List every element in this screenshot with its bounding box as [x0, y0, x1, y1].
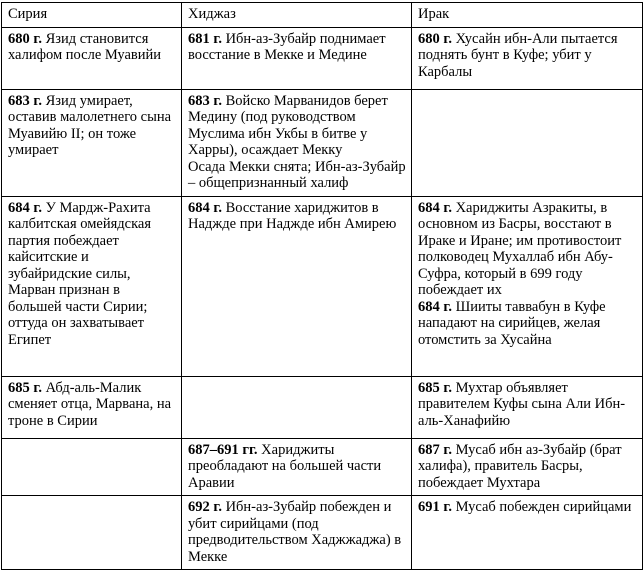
table-cell — [182, 89, 412, 196]
event-paragraph — [188, 499, 406, 565]
table-cell — [412, 27, 643, 89]
column-header: Ирак — [412, 3, 643, 28]
event-paragraph — [188, 200, 406, 233]
event-text: Мусаб ибн аз-Зубайр (брат халифа), правитель Басры, побеждает Мухтара — [418, 441, 622, 491]
event-paragraph — [188, 442, 406, 492]
event-paragraph — [418, 200, 637, 299]
event-text: Абд-аль-Малик сменяет отца, Марвана, на троне в Сирии — [8, 379, 172, 429]
event-paragraph — [418, 442, 637, 492]
event-year: 683 г. — [188, 92, 222, 109]
event-paragraph — [418, 299, 637, 349]
table-cell — [182, 27, 412, 89]
table-cell — [412, 496, 643, 570]
table-cell — [2, 376, 182, 438]
table-cell — [2, 438, 182, 496]
event-text: Войско Марванидов берет Медину (под руководством Муслима ибн Укбы в битве у Харры), осаждает Мекку — [188, 92, 388, 158]
table-cell — [412, 196, 643, 376]
event-year: 685 г. — [8, 379, 42, 396]
event-paragraph — [418, 380, 637, 430]
table-body — [2, 27, 643, 570]
event-text: Ибн-аз-Зубайр побежден и убит сирийцами (под предводительством Хаджжаджа) в Мекке — [188, 499, 402, 565]
table-cell — [182, 438, 412, 496]
event-year: 681 г. — [188, 30, 222, 47]
table-row — [2, 196, 643, 376]
event-paragraph — [8, 31, 176, 64]
event-text: Ибн-аз-Зубайр поднимает восстание в Мекке и Медине — [188, 30, 386, 63]
event-year: 687 г. — [418, 441, 452, 458]
table-cell — [182, 496, 412, 570]
table-row — [2, 438, 643, 496]
event-year: 683 г. — [8, 92, 42, 109]
event-year: 692 г. — [188, 499, 222, 515]
event-paragraph — [418, 499, 637, 516]
event-paragraph — [8, 200, 176, 349]
column-header: Сирия — [2, 3, 182, 28]
table-cell — [412, 376, 643, 438]
table-row — [2, 89, 643, 196]
event-text: Язид умирает, оставив малолетнего сына Муавийю II; он тоже умирает — [8, 92, 172, 158]
event-paragraph — [188, 31, 406, 64]
event-year: 680 г. — [418, 30, 452, 47]
table-row — [2, 376, 643, 438]
table-row — [2, 27, 643, 89]
event-text: Хариджиты преобладают на большей части Аравии — [188, 441, 382, 491]
column-header: Хиджаз — [182, 3, 412, 28]
table-cell — [2, 89, 182, 196]
event-text: Шииты таввабун в Куфе нападают на сирийцев, желая отомстить за Хусайна — [418, 298, 606, 348]
table-row — [2, 496, 643, 570]
event-year: 680 г. — [8, 30, 42, 47]
event-text: Восстание хариджитов в Наджде при Наджде ибн Амирею — [188, 199, 397, 232]
event-paragraph — [8, 93, 176, 159]
event-text: Мухтар объявляет правителем Куфы сына Али Ибн-аль-Ханафийю — [418, 379, 626, 429]
event-text: Осада Мекки снята; Ибн-аз-Зубайр – общепризнанный халиф — [188, 158, 406, 191]
event-text: Мусаб побежден сирийцами — [455, 499, 632, 515]
event-year: 684 г. — [188, 199, 222, 216]
table-cell — [182, 196, 412, 376]
event-year: 684 г. — [418, 298, 452, 315]
event-text: У Мардж-Рахита калбитская омейядская партия побеждает кайситские и зубайридские силы, Марван признан в большей части Сирии; оттуда он захватывает Египет — [8, 199, 152, 348]
event-year: 685 г. — [418, 379, 452, 396]
table-cell — [412, 438, 643, 496]
event-paragraph — [8, 380, 176, 430]
event-paragraph — [418, 31, 637, 81]
event-year: 684 г. — [8, 199, 42, 216]
table-cell — [182, 376, 412, 438]
event-text: Хусайн ибн-Али пытается поднять бунт в Куфе; убит у Карбалы — [418, 30, 618, 80]
event-paragraph — [188, 93, 406, 159]
table-cell — [412, 89, 643, 196]
event-year: 691 г. — [418, 499, 452, 515]
table-cell — [2, 27, 182, 89]
event-text: Хариджиты Азракиты, в основном из Басры, восстают в Ираке и Иране; им противостоит полководец Мухаллаб ибн Абу-Суфра, который в 699 году побеждает их — [418, 199, 622, 298]
event-year: 687–691 гг. — [188, 441, 258, 458]
event-text: Язид становится халифом после Муавийи — [8, 30, 162, 63]
table-cell — [2, 496, 182, 570]
table-cell — [2, 196, 182, 376]
event-paragraph — [188, 159, 406, 192]
event-year: 684 г. — [418, 199, 452, 216]
timeline-table — [1, 2, 643, 570]
header-row — [2, 3, 643, 28]
